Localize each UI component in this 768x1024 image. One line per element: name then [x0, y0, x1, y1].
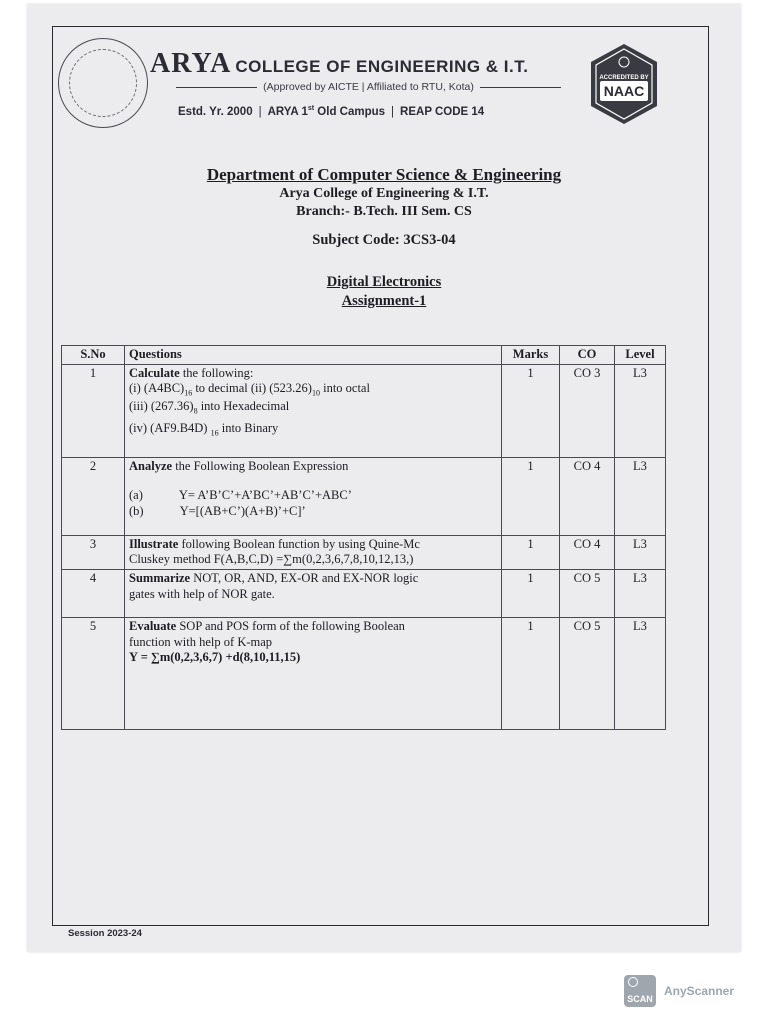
row-marks: 1 [502, 617, 560, 729]
session-footer: Session 2023-24 [68, 928, 142, 939]
row-question: Calculate the following: (i) $(A4BC)_{16}$ to decimal (ii) $(523.26)_{10}$ into octal (iii) $(267.36)_8$ into Hexadecimal (iv) (AF9.B4D) $_{16}$ into Binary [125, 364, 502, 457]
campus-text: ARYA 1st Old Campus [267, 105, 386, 118]
row-question: Summarize NOT, OR, AND, EX-OR and EX-NOR logic gates with help of NOR gate. [125, 569, 502, 617]
row-question: Illustrate following Boolean function by using Quine-Mc Cluskey method F(A,B,C,D) =∑m(0,2,3,6,7,8,10,12,13,) [125, 535, 502, 569]
row-question: Analyze the Following Boolean Expression (a) Y= A’B’C’+A’BC’+AB’C’+ABC’ (b) Y=[(AB+C’)(A+B)’+C]’ [125, 457, 502, 535]
row-sno: 3 [62, 535, 125, 569]
header-co: CO [560, 346, 615, 365]
college-name-heading [150, 48, 528, 80]
naac-name: NAAC [603, 83, 645, 99]
row-level: L3 [615, 457, 666, 535]
row-co: CO 5 [560, 569, 615, 617]
approval-rule-left [176, 87, 257, 88]
approval-text: (Approved by AICTE | Affiliated to RTU, Kota) [263, 81, 474, 93]
header-questions: Questions [125, 346, 502, 365]
reap-code: REAP CODE 14 [400, 105, 485, 118]
row-level: L3 [615, 535, 666, 569]
seal-emblem-icon [69, 49, 137, 117]
row-marks: 1 [502, 457, 560, 535]
row-level: L3 [615, 364, 666, 457]
subject-code: Subject Code: 3CS3-04 [312, 232, 456, 248]
row-sno: 1 [62, 364, 125, 457]
scanner-watermark [624, 975, 734, 1007]
row-marks: 1 [502, 364, 560, 457]
college-name-rest: COLLEGE OF ENGINEERING & I.T. [235, 57, 529, 76]
questions-table [61, 345, 666, 730]
row-co: CO 4 [560, 457, 615, 535]
scanner-app-name: AnyScanner [664, 984, 735, 998]
naac-accredited-label: ACCREDITED BY [599, 75, 649, 81]
approval-line [176, 81, 561, 93]
row-question: Evaluate SOP and POS form of the following Boolean function with help of K-map Y = ∑m(0,2,3,6,7) +d(8,10,11,15) [125, 617, 502, 729]
row-sno: 5 [62, 617, 125, 729]
row-co: CO 4 [560, 535, 615, 569]
naac-badge [587, 42, 661, 126]
establishment-line: Estd. Yr. 2000 | ARYA 1st Old Campus | REAP CODE 14 [178, 105, 485, 118]
row-co: CO 5 [560, 617, 615, 729]
header-level: Level [615, 346, 666, 365]
header-sno: S.No [62, 346, 125, 365]
approval-rule-right [480, 87, 561, 88]
row-level: L3 [615, 617, 666, 729]
table-row [62, 569, 666, 617]
row-sno: 2 [62, 457, 125, 535]
assignment-title: Assignment-1 [341, 293, 427, 309]
table-row [62, 457, 666, 535]
row-sno: 4 [62, 569, 125, 617]
estd-year: Estd. Yr. 2000 [178, 105, 253, 118]
header-marks: Marks [502, 346, 560, 365]
table-row [62, 535, 666, 569]
row-level: L3 [615, 569, 666, 617]
row-marks: 1 [502, 535, 560, 569]
row-marks: 1 [502, 569, 560, 617]
college-seal-logo [58, 38, 148, 128]
branch-line: Branch:- B.Tech. III Sem. CS [296, 204, 472, 219]
table-header-row [62, 346, 666, 365]
row-co: CO 3 [560, 364, 615, 457]
scanner-app-icon: SCAN [624, 975, 656, 1007]
subject-title: Digital Electronics [326, 274, 442, 290]
table-row [62, 617, 666, 729]
college-subtitle: Arya College of Engineering & I.T. [279, 186, 489, 201]
department-title: Department of Computer Science & Engineering [206, 165, 562, 184]
college-name-big: ARYA [150, 48, 232, 79]
table-row [62, 364, 666, 457]
